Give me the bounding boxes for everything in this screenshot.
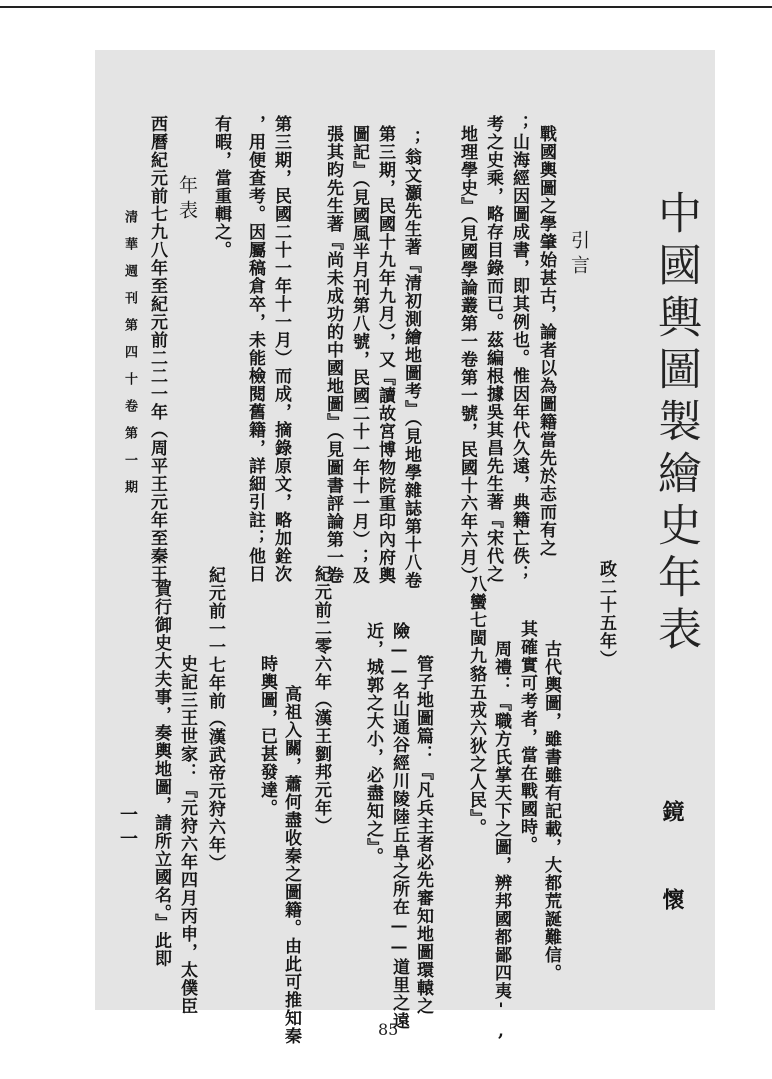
text-column: 其確實可考者，當在戰國時。 (517, 620, 537, 854)
text-column: 時輿圖，已甚發達。 (257, 655, 277, 817)
text-column: ；翁文灝先生著『清初測繪地圖考』（見地學雜誌第十八卷 (401, 130, 421, 590)
text-column: 賀行御史大夫事，奏輿地圖，請所立國名。』此即 (151, 580, 171, 968)
text-column: 地理學史』（見國學論叢第一卷第一號，民國十六年六月）、 (457, 125, 477, 594)
text-column: 張其昀先生著『尚未成功的中國地圖』（見圖書評論第一卷 (323, 125, 343, 585)
page-number: 85 (378, 1020, 399, 1039)
text-column: 第三期，民國十九年九月），又『讀故宮博物院重印內府輿 (375, 125, 395, 585)
printed-page-mark: 一一 (117, 805, 138, 853)
text-column: 考之史乘，略存目錄而已。茲編根據吳其昌先生著『宋代之 (483, 115, 503, 583)
text-column: ，用便查考。因屬稿倉卒，未能檢閱舊籍，詳細引註；他日 (245, 115, 265, 583)
text-column: 政二十五年） (596, 560, 616, 668)
intro-heading: 引言 (568, 230, 590, 280)
text-column: 周禮：『職方氏掌天下之圖，辨邦國都鄙四夷', (491, 640, 511, 1042)
text-column: 高祖入關，蕭何盡收秦之圖籍。由此可推知秦 (281, 685, 301, 1045)
text-column: 紀元前二零六年（漢王劉邦元年） (311, 565, 331, 835)
text-column: 戰國輿圖之學肇始甚古，論者以為圖籍當先於志而有之 (536, 125, 556, 557)
text-column: 八蠻七閩九貉五戎六狄之人民』。 (466, 575, 486, 837)
text-column: 第三期，民國二十一年十一月）而成，摘錄原文，略加銓次 (271, 115, 291, 583)
text-column: 史記三王世家：『元狩六年四月丙申，太僕臣 (177, 655, 197, 1015)
article-author: 鏡 懷 (659, 800, 685, 930)
text-column: 有暇，當重輯之。 (211, 115, 231, 259)
text-column: 險——名山通谷經川陵陸丘阜之所在——道里之遠 (389, 622, 409, 1030)
text-column: 古代輿圖，雖書雖有記載，大都荒誕難信。 (541, 640, 561, 982)
text-column: 近，城郭之大小，必盡知之』。 (363, 622, 383, 866)
text-column: 管子地圖篇：『凡兵主者必先審知地圖環轅之 (413, 655, 433, 1015)
top-border (0, 0, 772, 8)
text-column: 西曆紀元前七九八年至紀元前二二一年（周平王元年至秦王 (147, 115, 167, 583)
text-column: 圖記』（見國風半月刊第八號，民國二十一年十一月）；及 (349, 125, 369, 585)
text-column: ；山海經因圖成書，即其例也。惟因年代久遠，典籍亡佚； (509, 115, 529, 583)
article-title: 中國輿圖製繪史年表 (650, 190, 701, 658)
table-heading: 年表 (176, 175, 198, 225)
text-column: 紀元前一一七年前（漢武帝元狩六年） (205, 566, 225, 872)
journal-footer: 清華週刊第四十卷第一期 (122, 210, 137, 507)
